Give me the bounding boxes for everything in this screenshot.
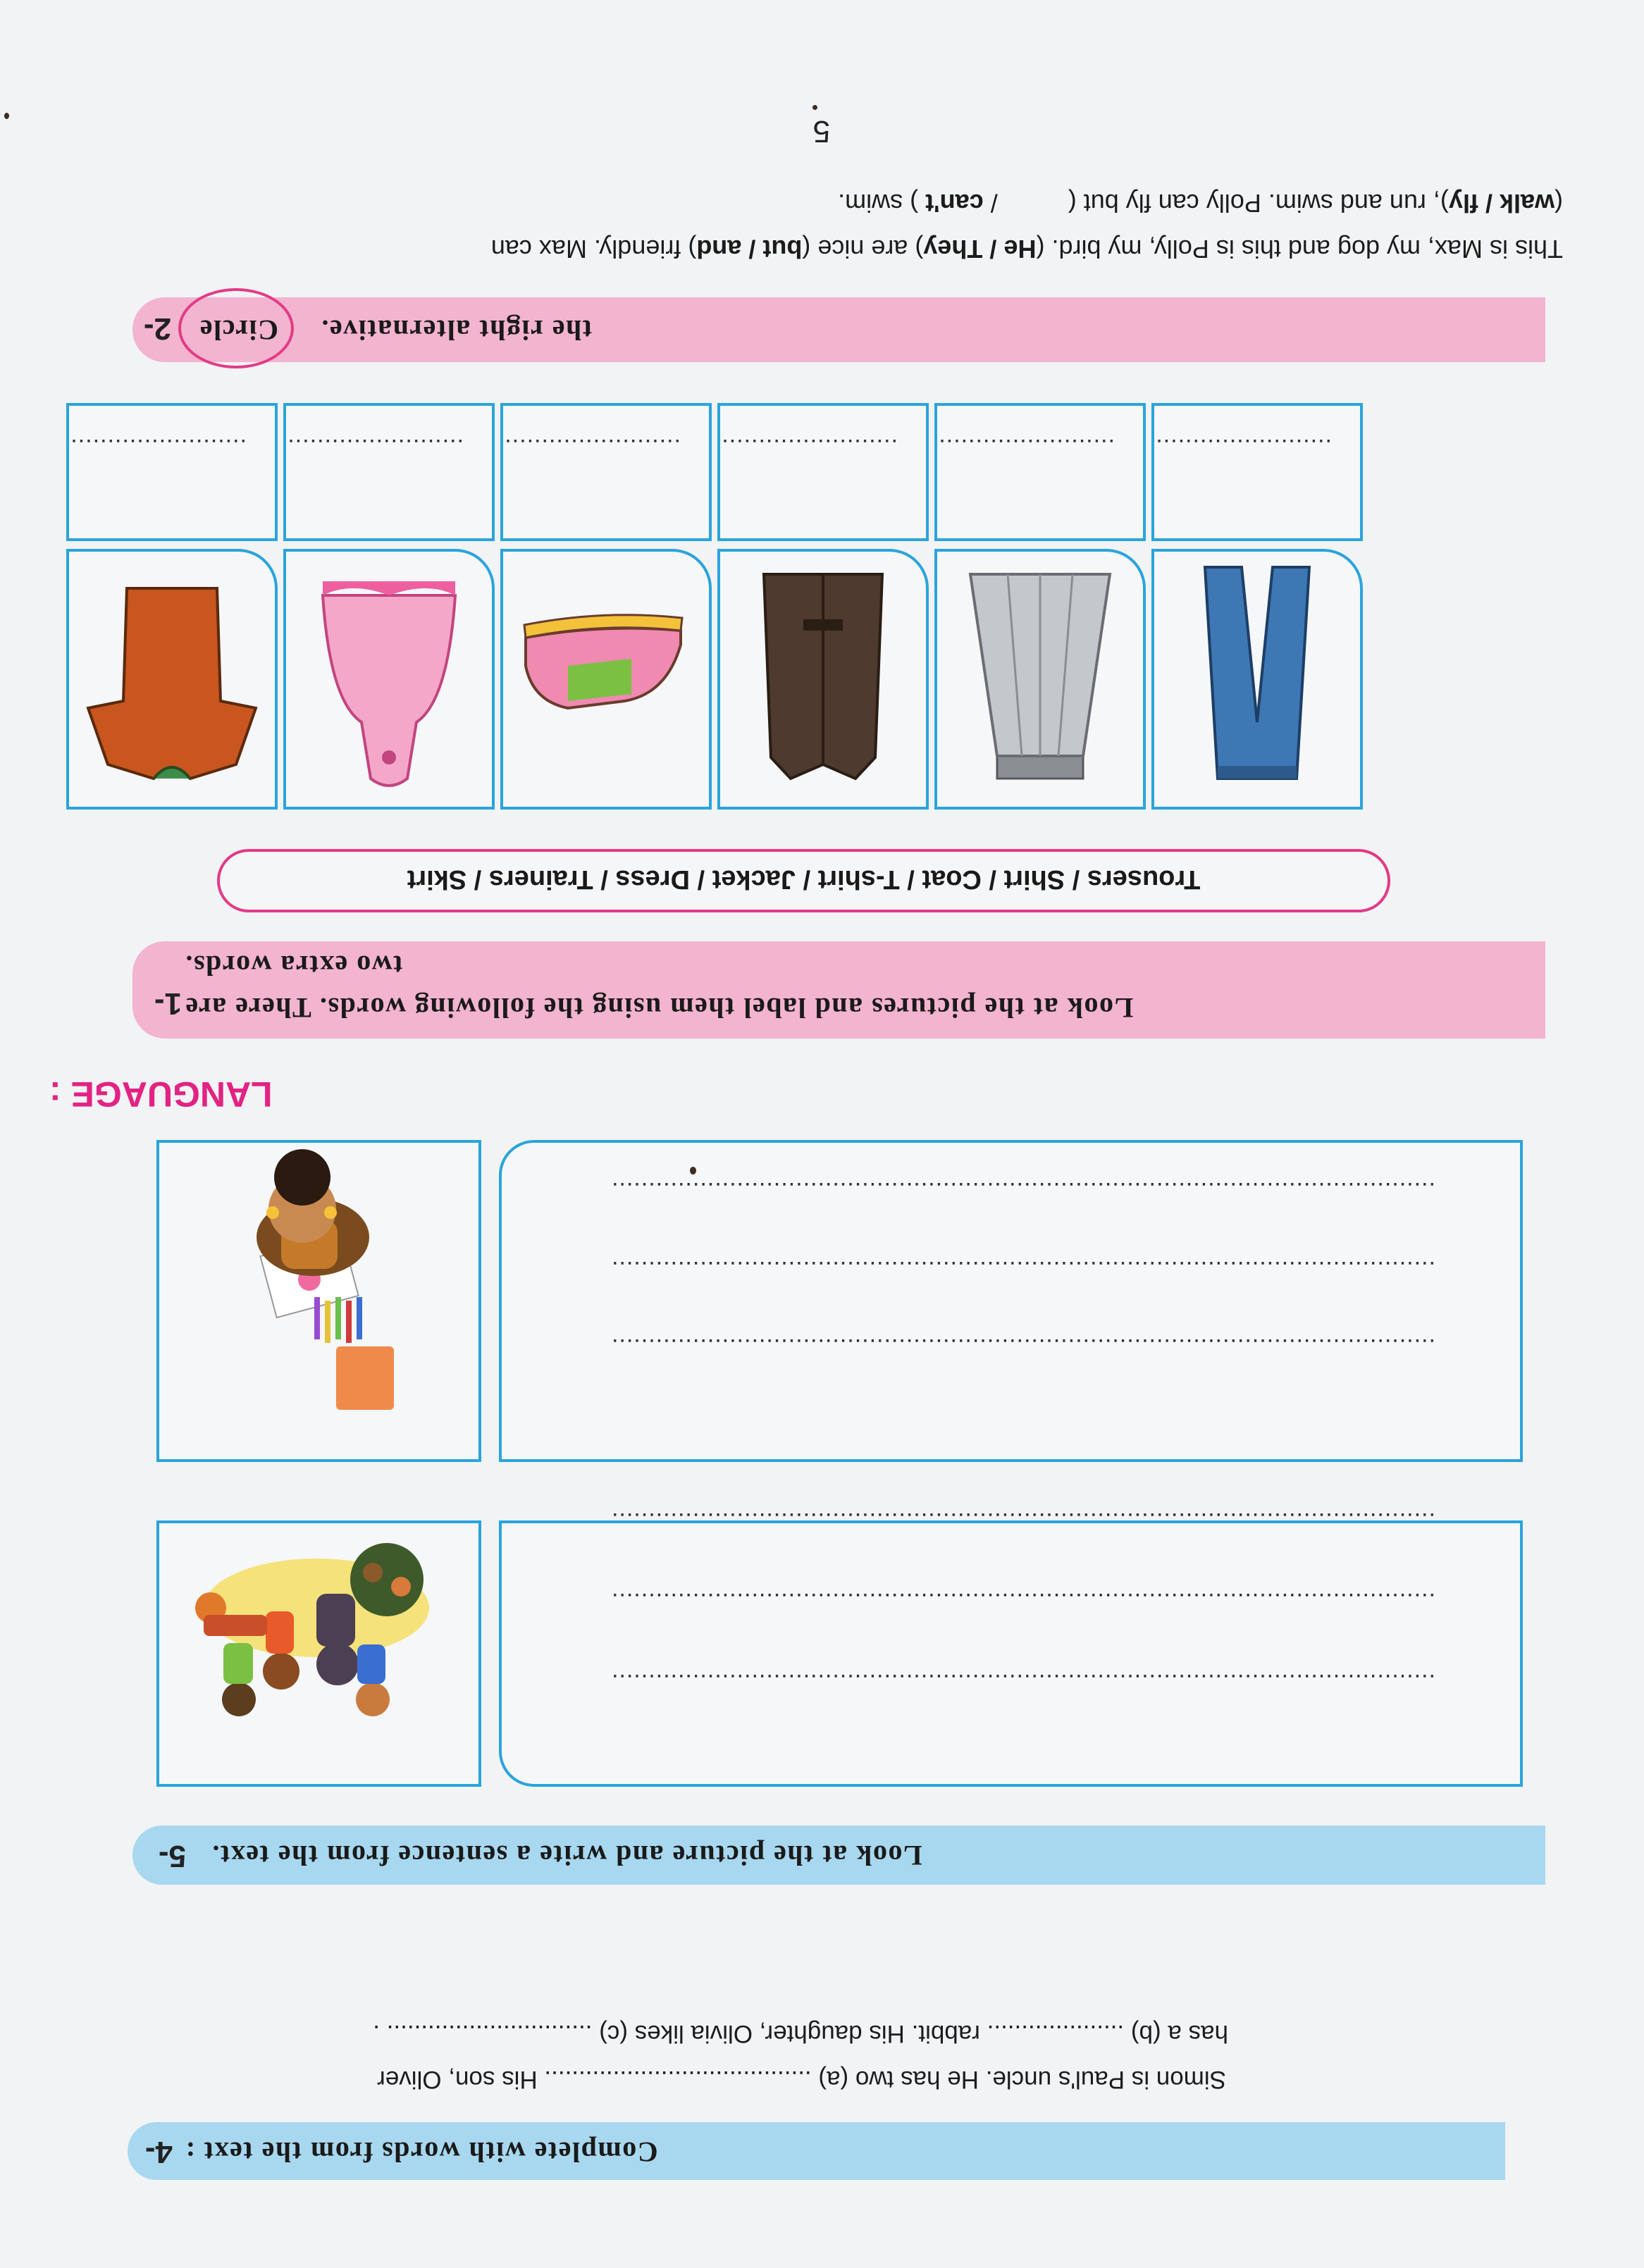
picture-box-1 bbox=[66, 549, 278, 810]
option-he[interactable]: He bbox=[1003, 235, 1037, 264]
option-walk[interactable]: walk bbox=[1499, 189, 1555, 218]
answer-line[interactable]: ................................................................................................................ bbox=[611, 1256, 1435, 1283]
picture-box-3 bbox=[500, 549, 712, 810]
option-fly[interactable]: fly bbox=[1448, 189, 1478, 218]
writing-box-2[interactable] bbox=[499, 1140, 1523, 1462]
language-title: LANGUAGE : bbox=[49, 1074, 273, 1114]
picture-frame-family bbox=[156, 1520, 481, 1787]
section-4-line-2: has a (b) .................... rabbit. His daughter, Olivia likes (c) .............................. . bbox=[373, 2020, 1228, 2047]
option-they[interactable]: They bbox=[923, 235, 983, 264]
answer-b-blank[interactable]: .................... bbox=[987, 2020, 1125, 2047]
section-4-line-1: Simon is Paul's uncle. He has two (a) ....................................... His son, Oliver bbox=[377, 2066, 1226, 2093]
option-but[interactable]: but bbox=[762, 235, 803, 264]
picture-box-5 bbox=[934, 549, 1146, 810]
section-4-title: Complete with words from the text : bbox=[185, 2136, 658, 2168]
answer-line[interactable]: ................................................................................................................ bbox=[611, 1588, 1435, 1615]
t-shirt-icon bbox=[69, 552, 275, 807]
answer-a-blank[interactable]: ...................................... bbox=[551, 2066, 812, 2093]
writing-box-1[interactable] bbox=[499, 1508, 1523, 1787]
section-1-title-line-2: two extra words. bbox=[185, 950, 403, 981]
section-2-line-1: This is Max, my dog and this is Polly, my bird. (He / They) are nice (but / and) friendly. Max can bbox=[490, 235, 1563, 264]
word-bank-text: Trousers / Shirt / Coat / T-shirt / Jacket / Dress / Trainers / Skirt bbox=[407, 865, 1201, 894]
label-box-2[interactable]: ........................ bbox=[283, 403, 495, 541]
answer-line[interactable]: ................................................................................................................ bbox=[611, 1669, 1435, 1696]
section-5-number: 5- bbox=[158, 1839, 186, 1873]
answer-line[interactable]: ................................................................................................................ bbox=[611, 1508, 1435, 1535]
section-1-number: 1- bbox=[154, 986, 182, 1021]
option-cant[interactable]: can't bbox=[925, 189, 984, 218]
label-box-5[interactable]: ........................ bbox=[934, 403, 1146, 541]
picture-box-4 bbox=[717, 549, 929, 810]
answer-line[interactable]: ................................................................................................................ bbox=[611, 1334, 1435, 1361]
coat-icon bbox=[720, 552, 926, 807]
trainers-icon bbox=[503, 552, 709, 807]
answer-c-blank[interactable]: .............................. bbox=[386, 2020, 593, 2047]
picture-frame-girl-drawing bbox=[156, 1140, 481, 1462]
paper-speck bbox=[812, 105, 817, 110]
paper-speck bbox=[4, 113, 9, 119]
section-2-line-2: (walk / fly), run and swim. Polly can fly but ( / can't ) swim. bbox=[838, 189, 1563, 218]
section-2-title: the right alternative. bbox=[321, 314, 593, 346]
label-box-6[interactable]: ........................ bbox=[1151, 403, 1363, 541]
section-4-number: 4- bbox=[144, 2135, 173, 2169]
section-5-title: Look at the picture and write a sentence from the text. bbox=[211, 1840, 922, 1871]
section-2-number: 2- bbox=[143, 311, 171, 346]
word-bank bbox=[217, 849, 1390, 912]
dress-icon bbox=[286, 552, 492, 807]
girl-drawing-illustration bbox=[159, 1143, 478, 1459]
option-and[interactable]: and bbox=[696, 235, 742, 264]
skirt-icon bbox=[937, 552, 1143, 807]
trousers-icon bbox=[1154, 552, 1360, 807]
section-2-title-circle: Circle bbox=[199, 314, 278, 346]
label-box-3[interactable]: ........................ bbox=[500, 403, 712, 541]
label-box-4[interactable]: ........................ bbox=[717, 403, 929, 541]
answer-line[interactable]: ................................................................................................................ bbox=[611, 1177, 1435, 1204]
picture-box-6 bbox=[1151, 549, 1363, 810]
page-number: 5 bbox=[812, 114, 830, 149]
picture-box-2 bbox=[283, 549, 495, 810]
section-1-title-line-1: Look at the pictures and label them using the following words. There are bbox=[185, 992, 1134, 1024]
family-picnic-illustration bbox=[159, 1523, 478, 1784]
label-box-1[interactable]: ........................ bbox=[66, 403, 278, 541]
paper-speck bbox=[690, 1167, 696, 1175]
